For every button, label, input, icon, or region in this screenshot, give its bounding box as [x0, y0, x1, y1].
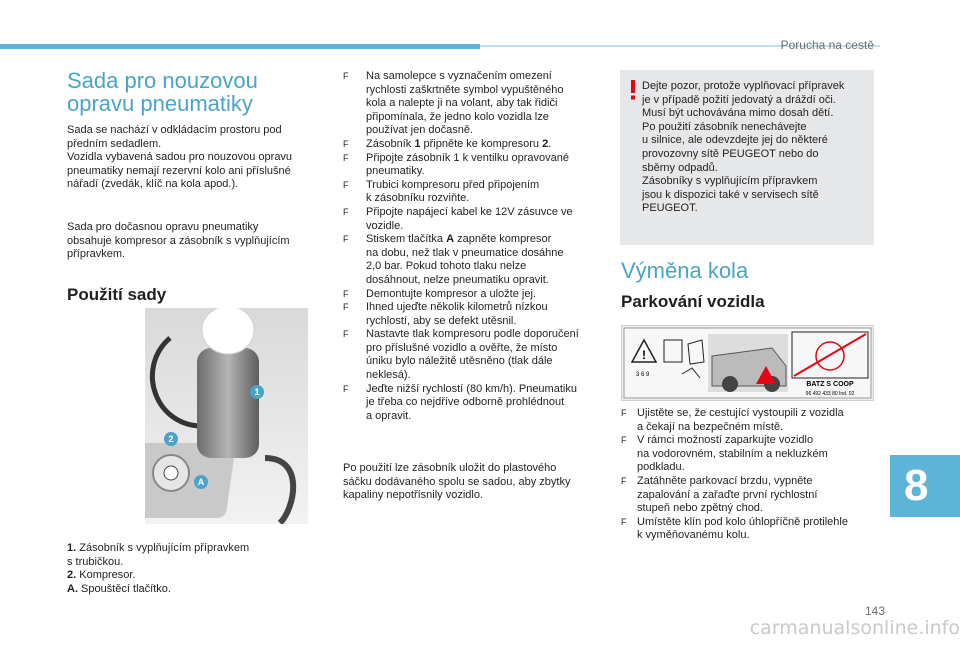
usage-step-line: pneumatiky.	[366, 165, 425, 178]
warning-line: Dejte pozor, protože vyplňovací přípravek	[642, 80, 845, 92]
usage-step-line: neklesá).	[366, 369, 411, 382]
repair-kit-photo	[145, 308, 308, 524]
parking-step-line: Umístěte klín pod kolo úhlopříčně protilehle	[637, 515, 848, 528]
checkbox-bullet-icon: F	[343, 179, 349, 190]
warning-line: jsou k dispozici také v servisech sítě	[642, 188, 819, 201]
storage-note: Po použití lze zásobník uložit do plastového sáčku dodávaného spolu se sadou, aby zbytky kapaliny nepotřísnily vozidlo.	[343, 462, 571, 502]
warning-label-illustration	[621, 325, 874, 401]
exclamation-icon	[630, 80, 636, 100]
page-number: 143	[864, 604, 885, 618]
parking-step-item	[621, 407, 874, 434]
checkbox-bullet-icon: F	[621, 435, 627, 446]
checkbox-bullet-icon: F	[621, 408, 627, 418]
checkbox-bullet-icon: F	[343, 71, 349, 81]
usage-step-line: Na samolepce s vyznačením omezení	[366, 70, 552, 82]
parking-step-line: zapalování a zařaďte první rychlostní	[637, 488, 818, 501]
label-A: A	[197, 477, 205, 487]
usage-step-line: používat jen dočasně.	[366, 124, 474, 137]
usage-step-item	[343, 152, 605, 179]
chapter-tab: 8	[890, 455, 960, 517]
usage-step-line: Ihned ujeďte několik kilometrů nízkou	[366, 301, 548, 314]
usage-step-line: rychlostí, aby se defekt utěsnil.	[366, 314, 517, 327]
intro-paragraph: Sada se nachází v odkládacím prostoru pod předním sedadlem. Vozidla vybavená sadou pro nouzovou opravu pneumatiky nemají rezervní kolo ani příslušné nářadí (zvedák, klíč na kola apod.).	[67, 124, 293, 191]
usage-step-item	[343, 328, 605, 382]
warning-line: Musí být uchovávána mimo dosah dětí.	[642, 107, 834, 120]
usage-step-line: Připojte napájecí kabel ke 12V zásuvce ve	[366, 205, 573, 218]
checkbox-bullet-icon: F	[343, 329, 349, 340]
usage-step-line: úniku bylo náležitě utěsněno (tlak dále	[366, 355, 553, 368]
parking-step-line: k vyměňovanému kolu.	[637, 529, 750, 542]
usage-step-line: Demontujte kompresor a uložte jej.	[366, 287, 536, 300]
checkbox-bullet-icon: F	[343, 383, 349, 394]
header-accent-bar	[0, 44, 480, 49]
parking-step-line: na vodorovném, stabilním a nekluzkém	[637, 447, 828, 460]
usage-step-line: Připojte zásobník 1 k ventilku opravované	[366, 151, 570, 164]
wheel-change-title: Výměna kola	[621, 258, 749, 283]
page-title: Sada pro nouzovou opravu pneumatiky	[67, 68, 258, 116]
warning-line: sběrny odpadů.	[642, 161, 718, 174]
usage-step-line: Stiskem tlačítka A zapněte kompresor	[366, 233, 552, 246]
checkbox-bullet-icon: F	[343, 138, 349, 149]
warning-line: PEUGEOT.	[642, 202, 698, 215]
label-2: 2	[168, 434, 174, 444]
checkbox-bullet-icon: F	[343, 234, 349, 245]
usage-step-line: k zásobníku rozviňte.	[366, 192, 470, 205]
illustration-code: 96 492 433 80 Ind. 02	[805, 391, 855, 397]
usage-step-item	[343, 206, 605, 233]
checkbox-bullet-icon: F	[343, 152, 349, 163]
usage-step-line: připomínala, že jedno kolo vozidla lze	[366, 110, 549, 123]
label-1: 1	[254, 387, 260, 397]
parking-step-line: stupeň nebo zpětný chod.	[637, 502, 763, 515]
parking-step-item	[621, 434, 874, 475]
usage-step-line: rychlosti zaškrtněte symbol vypuštěného	[366, 83, 564, 96]
usage-step-item	[343, 233, 605, 287]
caption-1-cont: s trubičkou.	[67, 555, 124, 568]
section-header: Porucha na cestě	[780, 38, 874, 52]
photo-captions	[67, 542, 307, 596]
warning-box	[620, 70, 874, 245]
kit-contents-paragraph: Sada pro dočasnou opravu pneumatiky obsahuje kompresor a zásobník s vyplňujícím přípravkem.	[67, 221, 290, 261]
usage-step-line: 2,0 bar. Pokud tohoto tlaku nelze	[366, 260, 527, 273]
warning-text	[642, 80, 866, 216]
parking-step-line: a čekají na bezpečném místě.	[637, 420, 784, 433]
warning-line: Po použití zásobník nenechávejte	[642, 120, 807, 133]
usage-step-line: Jeďte nižší rychlostí (80 km/h). Pneumatiku	[366, 382, 577, 395]
checkbox-bullet-icon: F	[343, 288, 349, 299]
usage-step-line: Nastavte tlak kompresoru podle doporučení	[366, 328, 579, 341]
parking-step-item	[621, 475, 874, 516]
caption-2: 2. Kompresor.	[67, 569, 136, 582]
parking-steps-list	[621, 407, 874, 543]
warning-line: u silnice, ale odevzdejte jej do některé	[642, 134, 828, 147]
watermark: carmanualsonline.info	[749, 617, 960, 639]
usage-step-item	[343, 138, 605, 152]
svg-text:!: !	[642, 348, 646, 362]
usage-step-item	[343, 70, 605, 138]
parking-step-line: V rámci možností zaparkujte vozidlo	[637, 434, 814, 447]
usage-step-line: Zásobník 1 připněte ke kompresoru 2.	[366, 137, 552, 150]
parking-step-item	[621, 516, 874, 543]
caption-1: 1. Zásobník s vyplňujícím přípravkem	[67, 542, 250, 554]
usage-step-item	[343, 288, 605, 302]
usage-step-line: Trubici kompresoru před připojením	[366, 178, 540, 191]
usage-heading: Použití sady	[67, 285, 167, 304]
usage-step-item	[343, 383, 605, 424]
usage-step-line: na dobu, než tlak v pneumatice dosáhne	[366, 246, 564, 259]
warning-line: je v případě požití jedovatý a dráždí oči.	[642, 93, 836, 106]
parking-heading: Parkování vozidla	[621, 292, 765, 311]
checkbox-bullet-icon: F	[621, 516, 627, 527]
usage-step-line: vozidle.	[366, 219, 404, 232]
usage-steps-list	[343, 70, 605, 423]
warning-line: provozovny sítě PEUGEOT nebo do	[642, 147, 819, 160]
checkbox-bullet-icon: F	[621, 475, 627, 486]
parking-step-line: Zatáhněte parkovací brzdu, vypněte	[637, 474, 813, 487]
parking-step-line: Ujistěte se, že cestující vystoupili z vozidla	[637, 407, 844, 419]
usage-step-item	[343, 301, 605, 328]
usage-step-line: pro příslušné vozidlo a ověřte, že místo	[366, 341, 558, 354]
illustration-label: BATZ S COOP	[806, 381, 854, 388]
warning-line: Zásobníky s vyplňujícím přípravkem	[642, 175, 818, 188]
checkbox-bullet-icon: F	[343, 302, 349, 313]
caption-A: A. Spouštěcí tlačítko.	[67, 582, 171, 595]
checkbox-bullet-icon: F	[343, 206, 349, 217]
usage-step-line: kola a nalepte ji na volant, aby tak řidiči	[366, 97, 558, 110]
svg-text:3 6 9: 3 6 9	[636, 372, 650, 378]
usage-step-line: dosáhnout, nelze pneumatiku opravit.	[366, 273, 549, 286]
usage-step-line: je třeba co nejdříve odborně prohlédnout	[366, 396, 565, 409]
parking-step-line: podkladu.	[637, 461, 685, 474]
usage-step-line: a opravit.	[366, 409, 412, 422]
usage-step-item	[343, 179, 605, 206]
